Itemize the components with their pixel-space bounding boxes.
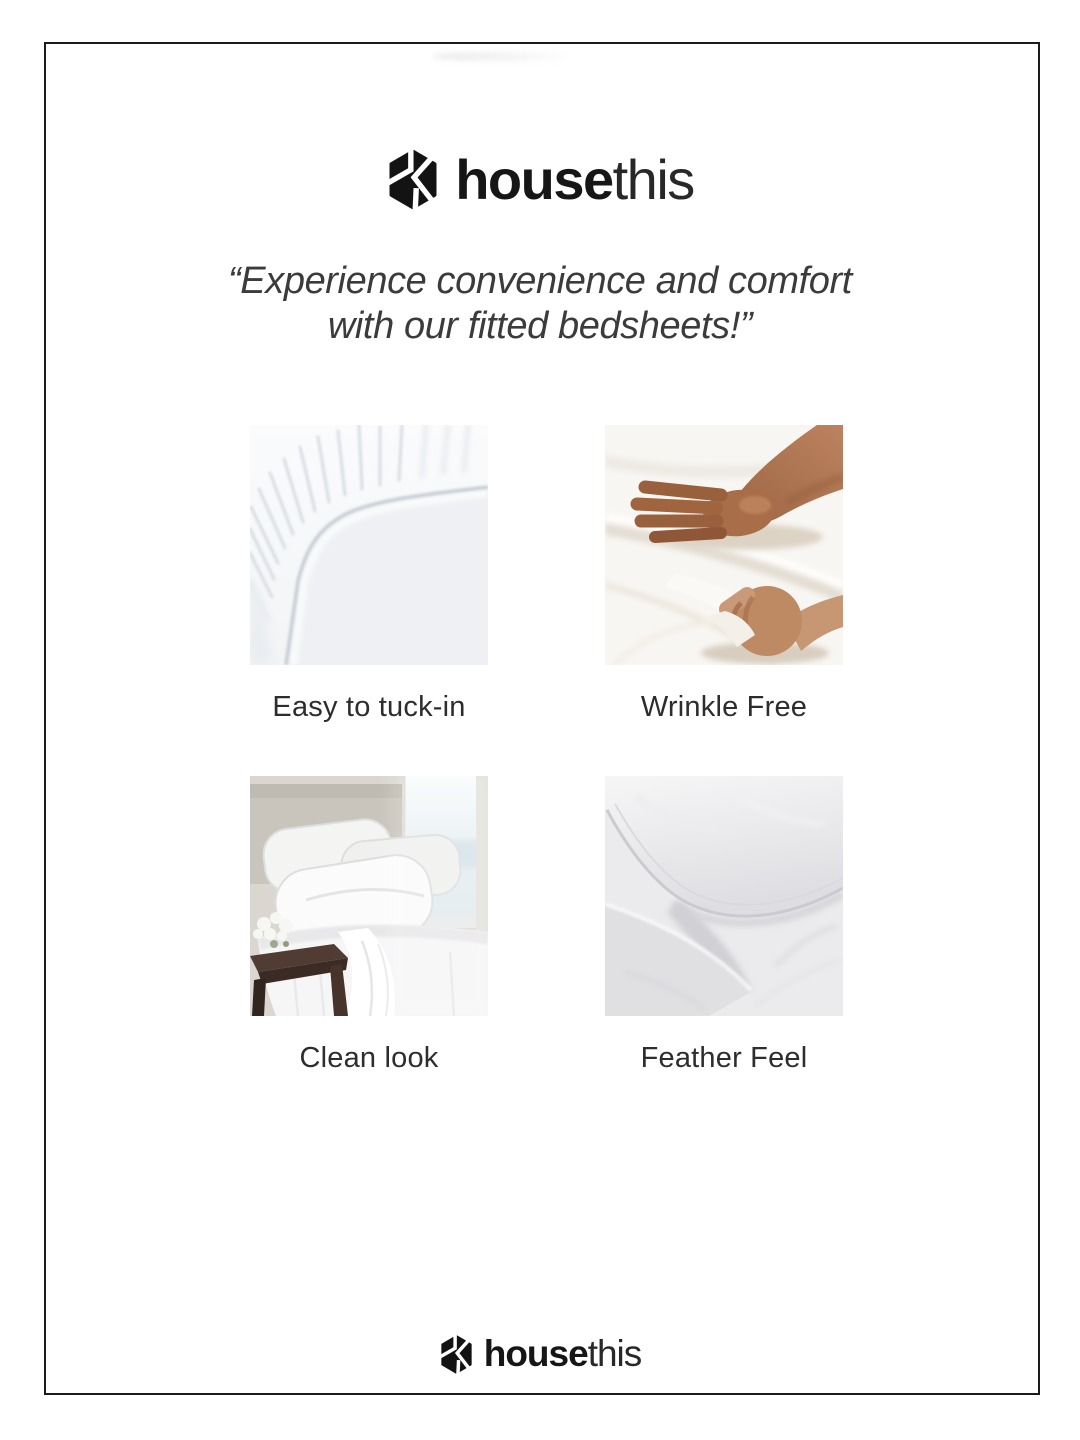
- feature-caption: Feather Feel: [640, 1042, 808, 1074]
- tagline: [0, 259, 1080, 349]
- housethis-logo-icon: [386, 149, 440, 210]
- brand-wordmark: [455, 147, 694, 212]
- soft-folded-fabric-photo: [605, 776, 843, 1016]
- brand-word-house: house: [455, 147, 613, 211]
- header-brand-logo: [0, 146, 1080, 212]
- brand-word-this: this: [612, 147, 694, 211]
- footer-brand-logo: [0, 1332, 1080, 1376]
- feature-easy-to-tuck-in: [250, 425, 488, 724]
- white-bed-with-pillows-photo: [250, 776, 488, 1016]
- feature-clean-look: [250, 776, 488, 1075]
- brand-word-house: house: [483, 1333, 588, 1374]
- housethis-logo-icon: [439, 1335, 474, 1374]
- fitted-sheet-corner-photo: [250, 425, 488, 665]
- feature-caption: Easy to tuck-in: [272, 691, 466, 723]
- page-frame: [44, 42, 1040, 1395]
- feature-wrinkle-free: [605, 425, 843, 724]
- brand-wordmark: [484, 1333, 642, 1375]
- hands-smoothing-bedsheet-photo: [605, 425, 843, 665]
- feature-feather-feel: [605, 776, 843, 1075]
- tagline-line1: “Experience convenience and comfort: [228, 260, 852, 302]
- feature-caption: Clean look: [299, 1042, 439, 1074]
- brand-word-this: this: [587, 1333, 642, 1374]
- scan-smudge: [432, 52, 572, 61]
- feature-caption: Wrinkle Free: [640, 691, 808, 723]
- tagline-line2: with our fitted bedsheets!”: [327, 305, 753, 347]
